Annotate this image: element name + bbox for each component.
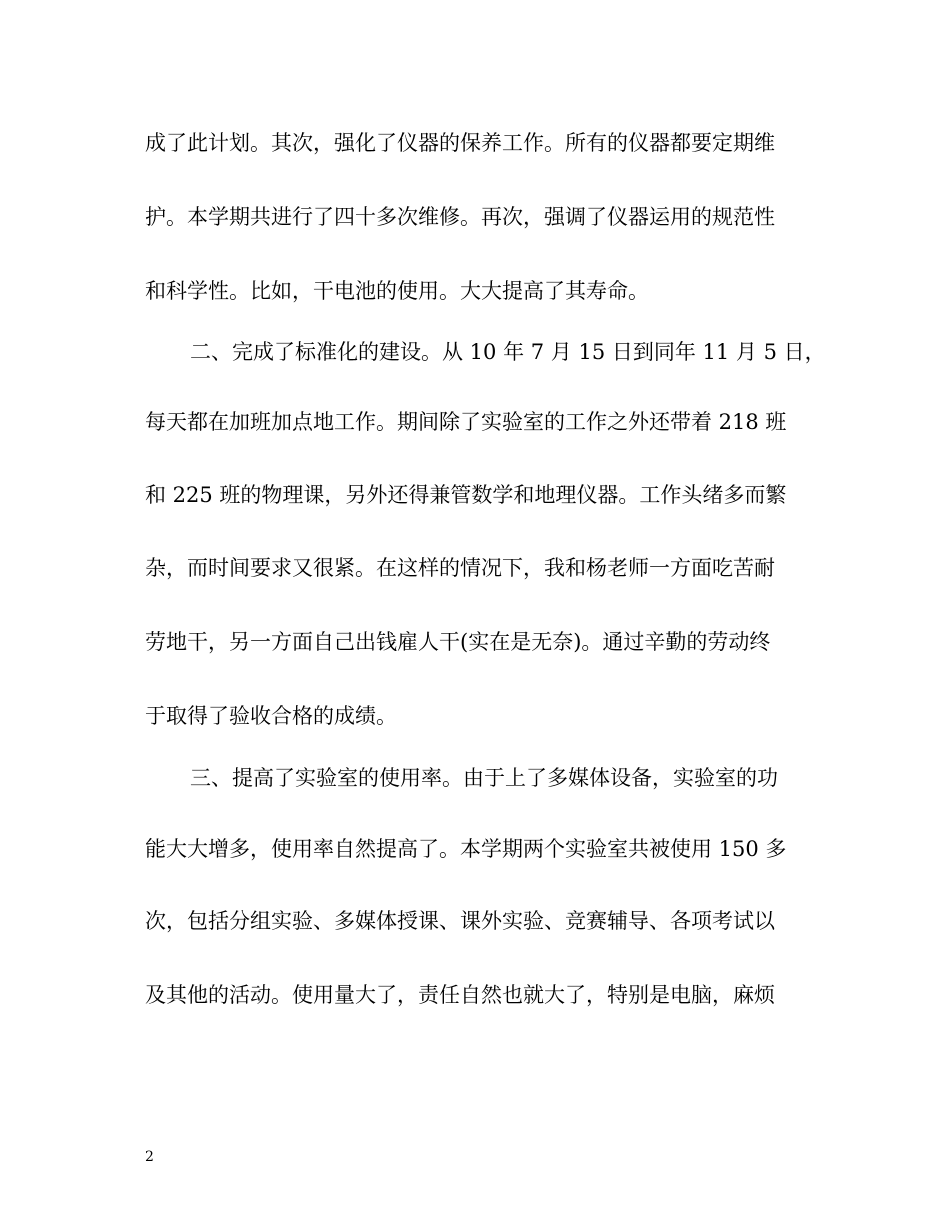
text-line-11: 能大大增多，使用率自然提高了。本学期两个实验室共被使用 150 多 (145, 837, 787, 861)
text-line-2: 护。本学期共进行了四十多次维修。再次，强调了仪器运用的规范性 (145, 205, 775, 229)
text-line-5: 每天都在加班加点地工作。期间除了实验室的工作之外还带着 218 班 (145, 410, 787, 434)
text-line-9: 于取得了验收合格的成绩。 (145, 704, 397, 728)
text-line-3: 和科学性。比如，干电池的使用。大大提高了其寿命。 (145, 279, 649, 303)
text-line-1: 成了此计划。其次，强化了仪器的保养工作。所有的仪器都要定期维 (145, 131, 775, 155)
text-line-13: 及其他的活动。使用量大了，责任自然也就大了，特别是电脑，麻烦 (145, 983, 775, 1007)
paragraph-3-line-1: 三、提高了实验室的使用率。由于上了多媒体设备，实验室的功 (190, 766, 778, 790)
paragraph-2-line-1: 二、完成了标准化的建设。从 10 年 7 月 15 日到同年 11 月 5 日， (190, 340, 826, 364)
text-line-7: 杂，而时间要求又很紧。在这样的情况下，我和杨老师一方面吃苦耐 (145, 556, 775, 580)
text-line-12: 次，包括分组实验、多媒体授课、课外实验、竞赛辅导、各项考试以 (145, 909, 775, 933)
text-line-8: 劳地干，另一方面自己出钱雇人干(实在是无奈)。通过辛勤的劳动终 (145, 630, 771, 654)
page-number: 2 (145, 1149, 154, 1165)
text-line-6: 和 225 班的物理课，另外还得兼管数学和地理仪器。工作头绪多而繁 (145, 483, 787, 507)
